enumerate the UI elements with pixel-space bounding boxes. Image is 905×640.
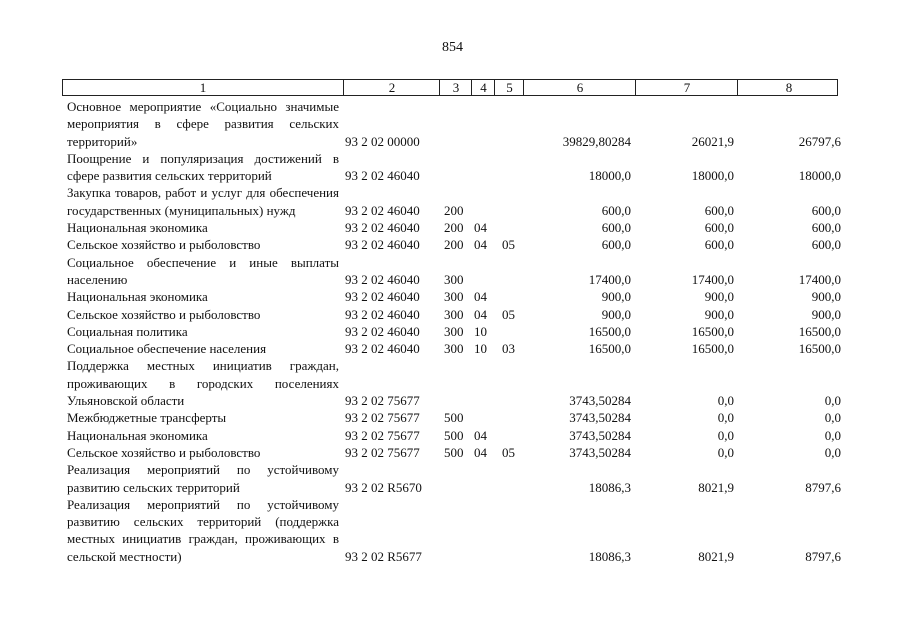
row-vr: 300 xyxy=(444,341,464,357)
table-row xyxy=(0,254,905,289)
row-code: 93 2 02 R5670 xyxy=(345,479,422,495)
row-value-8: 0,0 xyxy=(824,410,841,426)
row-code: 93 2 02 46040 xyxy=(345,202,420,218)
row-value-6: 18086,3 xyxy=(588,548,631,564)
row-code: 93 2 02 46040 xyxy=(345,289,420,305)
row-rz: 04 xyxy=(474,306,487,322)
row-value-7: 8021,9 xyxy=(698,548,734,564)
row-code: 93 2 02 00000 xyxy=(345,133,420,149)
row-value-7: 17400,0 xyxy=(691,271,734,287)
row-name: Сельское хозяйство и рыболовство xyxy=(67,306,261,322)
row-name: Социальная политика xyxy=(67,323,188,339)
row-rz: 04 xyxy=(474,237,487,253)
table-row xyxy=(0,340,905,357)
row-value-7: 0,0 xyxy=(717,393,734,409)
row-value-8: 600,0 xyxy=(811,202,841,218)
header-col-1: 1 xyxy=(199,80,207,95)
row-code: 93 2 02 75677 xyxy=(345,427,420,443)
row-code: 93 2 02 R5677 xyxy=(345,548,422,564)
row-pr: 05 xyxy=(502,306,515,322)
row-value-7: 600,0 xyxy=(704,220,734,236)
row-value-7: 18000,0 xyxy=(691,168,734,184)
row-rz: 04 xyxy=(474,289,487,305)
row-vr: 300 xyxy=(444,306,464,322)
row-value-7: 900,0 xyxy=(704,289,734,305)
page-number: 854 xyxy=(442,40,463,55)
row-code: 93 2 02 46040 xyxy=(345,323,420,339)
row-value-6: 900,0 xyxy=(601,306,631,322)
row-value-7: 600,0 xyxy=(704,237,734,253)
header-col-6: 6 xyxy=(523,80,636,95)
row-value-6: 39829,80284 xyxy=(562,133,631,149)
row-rz: 04 xyxy=(474,444,487,460)
row-value-8: 17400,0 xyxy=(798,271,841,287)
row-code: 93 2 02 46040 xyxy=(345,168,420,184)
table-row xyxy=(0,496,905,565)
row-code: 93 2 02 75677 xyxy=(345,444,420,460)
row-value-8: 600,0 xyxy=(811,220,841,236)
row-name: Социальное обеспечение населения xyxy=(67,341,267,357)
table-row xyxy=(0,323,905,340)
header-col-5: 5 xyxy=(494,80,524,95)
row-name: Основное мероприятие «Социально значимые мероприятия в сфере развития сельских территорий» xyxy=(67,99,339,149)
row-pr: 03 xyxy=(502,341,515,357)
table-row xyxy=(0,184,905,219)
table-row xyxy=(0,461,905,496)
row-value-6: 18000,0 xyxy=(588,168,631,184)
table-row xyxy=(0,427,905,444)
table-row xyxy=(0,236,905,253)
row-value-6: 600,0 xyxy=(601,202,631,218)
row-vr: 300 xyxy=(444,323,464,339)
row-vr: 200 xyxy=(444,202,464,218)
row-value-6: 18086,3 xyxy=(588,479,631,495)
row-name: Национальная экономика xyxy=(67,289,208,305)
row-code: 93 2 02 75677 xyxy=(345,393,420,409)
row-vr: 500 xyxy=(444,427,464,443)
row-value-6: 16500,0 xyxy=(588,323,631,339)
table-row xyxy=(0,409,905,426)
row-rz: 04 xyxy=(474,220,487,236)
row-value-8: 600,0 xyxy=(811,237,841,253)
header-col-4: 4 xyxy=(471,80,495,95)
table-row xyxy=(0,306,905,323)
table-header xyxy=(62,79,838,96)
row-vr: 500 xyxy=(444,410,464,426)
row-name: Реализация мероприятий по устойчивому развитию сельских территорий xyxy=(67,462,339,495)
row-value-6: 3743,50284 xyxy=(569,444,631,460)
row-value-7: 600,0 xyxy=(704,202,734,218)
row-value-6: 3743,50284 xyxy=(569,427,631,443)
row-value-8: 16500,0 xyxy=(798,341,841,357)
row-name: Поощрение и популяризация достижений в сфере развития сельских территорий xyxy=(67,150,339,184)
row-vr: 300 xyxy=(444,289,464,305)
row-value-8: 900,0 xyxy=(811,306,841,322)
row-name: Сельское хозяйство и рыболовство xyxy=(67,237,261,253)
row-value-7: 0,0 xyxy=(717,410,734,426)
row-value-7: 0,0 xyxy=(717,444,734,460)
row-value-7: 26021,9 xyxy=(691,133,734,149)
row-pr: 05 xyxy=(502,444,515,460)
table-row xyxy=(0,150,905,185)
row-name: Закупка товаров, работ и услуг для обеспечения государственных (муниципальных) нужд xyxy=(67,185,339,218)
row-rz: 10 xyxy=(474,323,487,339)
row-pr: 05 xyxy=(502,237,515,253)
row-vr: 500 xyxy=(444,444,464,460)
row-name: Сельское хозяйство и рыболовство xyxy=(67,444,261,460)
header-col-8: 8 xyxy=(737,80,840,95)
row-code: 93 2 02 46040 xyxy=(345,341,420,357)
row-rz: 04 xyxy=(474,427,487,443)
row-value-6: 900,0 xyxy=(601,289,631,305)
row-value-8: 8797,6 xyxy=(805,479,841,495)
row-value-8: 0,0 xyxy=(824,444,841,460)
row-value-8: 26797,6 xyxy=(798,133,841,149)
row-value-8: 0,0 xyxy=(824,393,841,409)
row-rz: 10 xyxy=(474,341,487,357)
header-col-7: 7 xyxy=(635,80,738,95)
header-col-2: 2 xyxy=(343,80,440,95)
row-name: Поддержка местных инициатив граждан, проживающих в городских поселениях Ульяновской области xyxy=(67,358,339,409)
row-value-8: 0,0 xyxy=(824,427,841,443)
row-value-6: 600,0 xyxy=(601,220,631,236)
row-value-7: 16500,0 xyxy=(691,341,734,357)
row-value-8: 16500,0 xyxy=(798,323,841,339)
row-value-6: 16500,0 xyxy=(588,341,631,357)
row-value-6: 17400,0 xyxy=(588,271,631,287)
row-name: Реализация мероприятий по устойчивому развитию сельских территорий (поддержка местных инициатив граждан, проживающих в сельской местности) xyxy=(67,496,339,564)
table-row xyxy=(0,357,905,409)
table-row xyxy=(0,288,905,305)
row-value-6: 3743,50284 xyxy=(569,393,631,409)
table-row xyxy=(0,444,905,461)
row-value-8: 900,0 xyxy=(811,289,841,305)
header-col-3: 3 xyxy=(439,80,472,95)
table-row xyxy=(0,219,905,236)
row-code: 93 2 02 46040 xyxy=(345,271,420,287)
row-name: Национальная экономика xyxy=(67,220,208,236)
row-vr: 200 xyxy=(444,220,464,236)
budget-table-body xyxy=(0,98,905,565)
row-value-6: 600,0 xyxy=(601,237,631,253)
row-vr: 200 xyxy=(444,237,464,253)
row-value-7: 900,0 xyxy=(704,306,734,322)
row-value-7: 16500,0 xyxy=(691,323,734,339)
row-vr: 300 xyxy=(444,271,464,287)
table-row xyxy=(0,98,905,150)
row-code: 93 2 02 46040 xyxy=(345,306,420,322)
row-name: Национальная экономика xyxy=(67,427,208,443)
row-code: 93 2 02 46040 xyxy=(345,237,420,253)
row-value-8: 18000,0 xyxy=(798,168,841,184)
row-value-7: 8021,9 xyxy=(698,479,734,495)
row-name: Межбюджетные трансферты xyxy=(67,410,227,426)
row-value-6: 3743,50284 xyxy=(569,410,631,426)
row-code: 93 2 02 46040 xyxy=(345,220,420,236)
row-name: Социальное обеспечение и иные выплаты населению xyxy=(67,254,339,287)
row-value-7: 0,0 xyxy=(717,427,734,443)
row-code: 93 2 02 75677 xyxy=(345,410,420,426)
row-value-8: 8797,6 xyxy=(805,548,841,564)
